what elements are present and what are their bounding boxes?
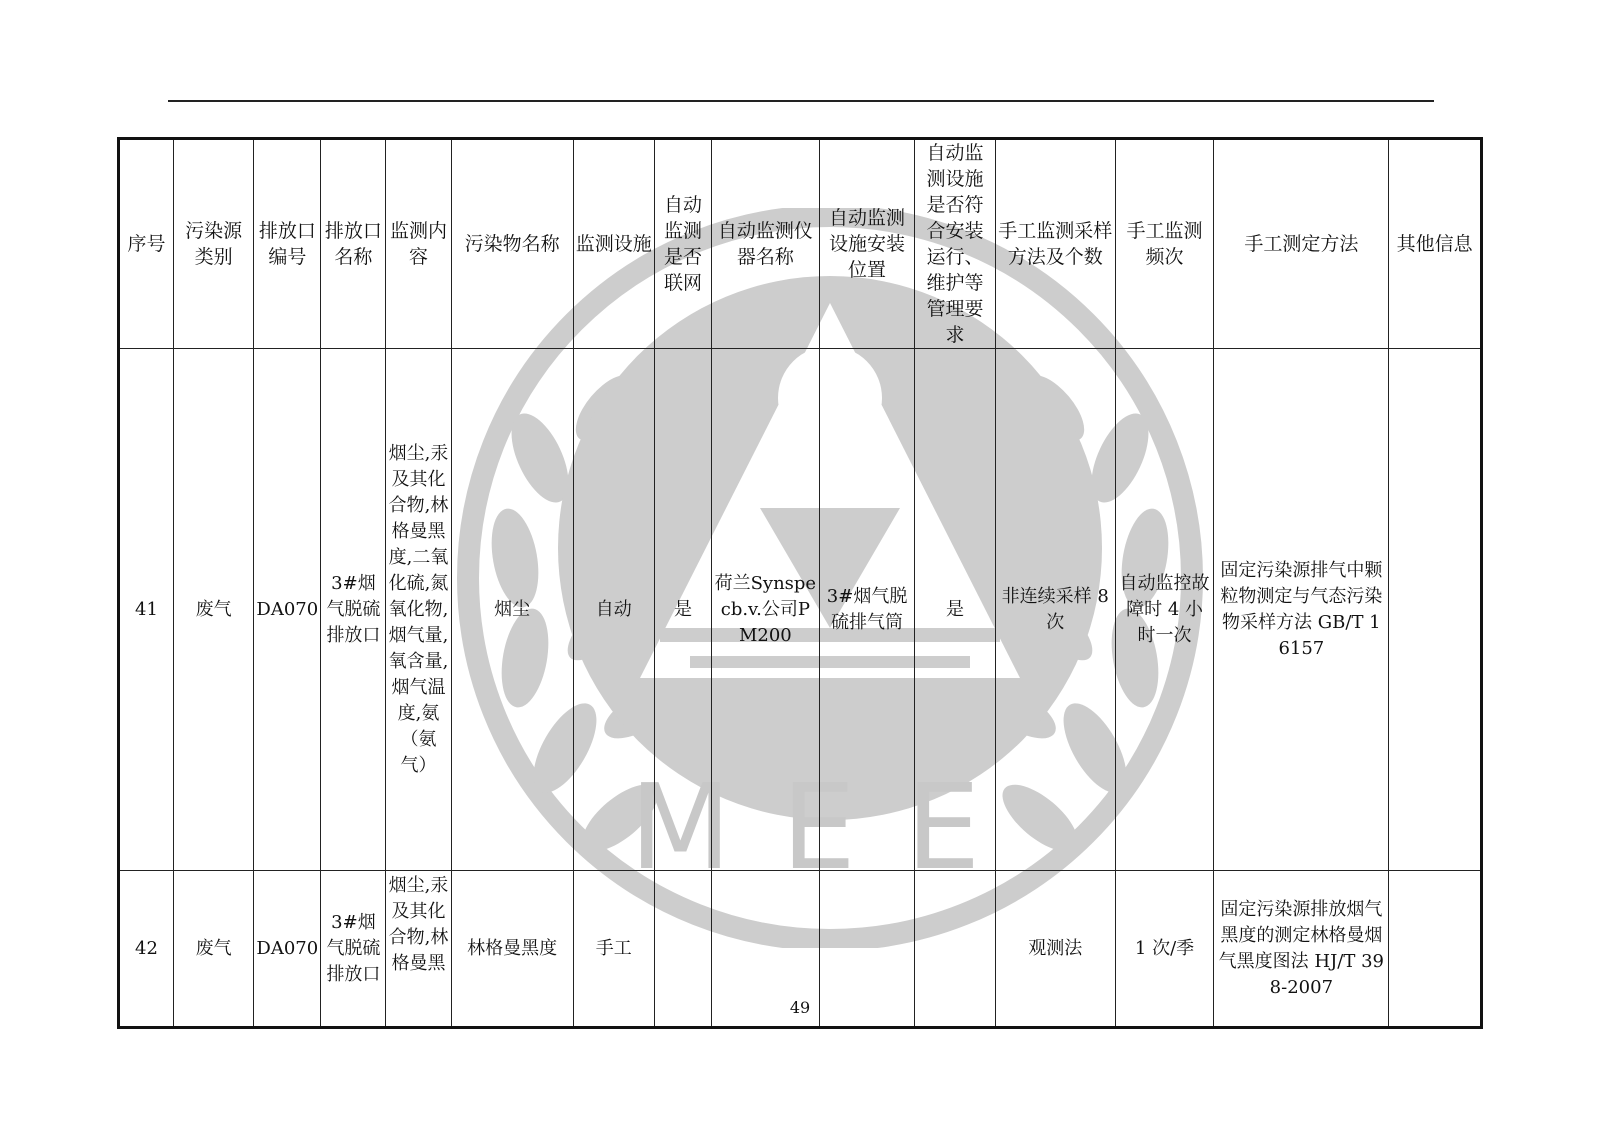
cell-facility: 手工 bbox=[573, 871, 654, 1028]
cell-compliant: 是 bbox=[915, 349, 995, 871]
cell-outlet-code: DA070 bbox=[254, 349, 321, 871]
col-header-facility: 监测设施 bbox=[573, 139, 654, 349]
cell-seq: 41 bbox=[119, 349, 174, 871]
col-header-networked: 自动监测是否联网 bbox=[654, 139, 711, 349]
cell-category: 废气 bbox=[173, 871, 253, 1028]
cell-sampling-method: 观测法 bbox=[995, 871, 1115, 1028]
cell-method: 固定污染源排放烟气黑度的测定林格曼烟气黑度图法 HJ/T 398-2007 bbox=[1214, 871, 1389, 1028]
cell-facility: 自动 bbox=[573, 349, 654, 871]
col-header-method: 手工测定方法 bbox=[1214, 139, 1389, 349]
cell-install-location: 3#烟气脱硫排气筒 bbox=[819, 349, 915, 871]
cell-networked: 是 bbox=[654, 349, 711, 871]
cell-pollutant: 林格曼黑度 bbox=[451, 871, 573, 1028]
cell-outlet-name: 3#烟气脱硫排放口 bbox=[321, 349, 386, 871]
cell-method: 固定污染源排气中颗粒物测定与气态污染物采样方法 GB/T 16157 bbox=[1214, 349, 1389, 871]
cell-outlet-name: 3#烟气脱硫排放口 bbox=[321, 871, 386, 1028]
col-header-pollutant: 污染物名称 bbox=[451, 139, 573, 349]
col-header-outlet-name: 排放口名称 bbox=[321, 139, 386, 349]
col-header-seq: 序号 bbox=[119, 139, 174, 349]
col-header-outlet-code: 排放口编号 bbox=[254, 139, 321, 349]
watermark-text: MEE bbox=[629, 758, 1031, 896]
col-header-sampling-method: 手工监测采样方法及个数 bbox=[995, 139, 1115, 349]
cell-frequency: 1 次/季 bbox=[1115, 871, 1214, 1028]
col-header-install-location: 自动监测设施安装位置 bbox=[819, 139, 915, 349]
cell-frequency: 自动监控故障时 4 小时一次 bbox=[1115, 349, 1214, 871]
col-header-frequency: 手工监测频次 bbox=[1115, 139, 1214, 349]
cell-instrument: 荷兰Synspecb.v.公司PM200 bbox=[711, 349, 819, 871]
cell-pollutant: 烟尘 bbox=[451, 349, 573, 871]
col-header-compliant: 自动监测设施是否符合安装运行、维护等管理要求 bbox=[915, 139, 995, 349]
cell-outlet-code: DA070 bbox=[254, 871, 321, 1028]
col-header-other: 其他信息 bbox=[1389, 139, 1482, 349]
cell-category: 废气 bbox=[173, 349, 253, 871]
header-rule bbox=[168, 100, 1434, 102]
cell-content: 烟尘,汞及其化合物,林格曼黑 bbox=[388, 875, 449, 974]
table-row bbox=[119, 349, 1482, 871]
cell-content: 烟尘,汞及其化合物,林格曼黑度,二氧化硫,氮氧化物,烟气量,氧含量,烟气温度,氨（氨气） bbox=[386, 349, 451, 871]
monitoring-table bbox=[117, 137, 1483, 1029]
cell-other bbox=[1389, 349, 1482, 871]
col-header-content: 监测内容 bbox=[386, 139, 451, 349]
cell-seq: 42 bbox=[119, 871, 174, 1028]
col-header-instrument: 自动监测仪器名称 bbox=[711, 139, 819, 349]
cell-sampling-method: 非连续采样 8 次 bbox=[995, 349, 1115, 871]
table-header-row bbox=[119, 139, 1482, 349]
page-number: 49 bbox=[789, 998, 811, 1017]
col-header-category: 污染源类别 bbox=[173, 139, 253, 349]
